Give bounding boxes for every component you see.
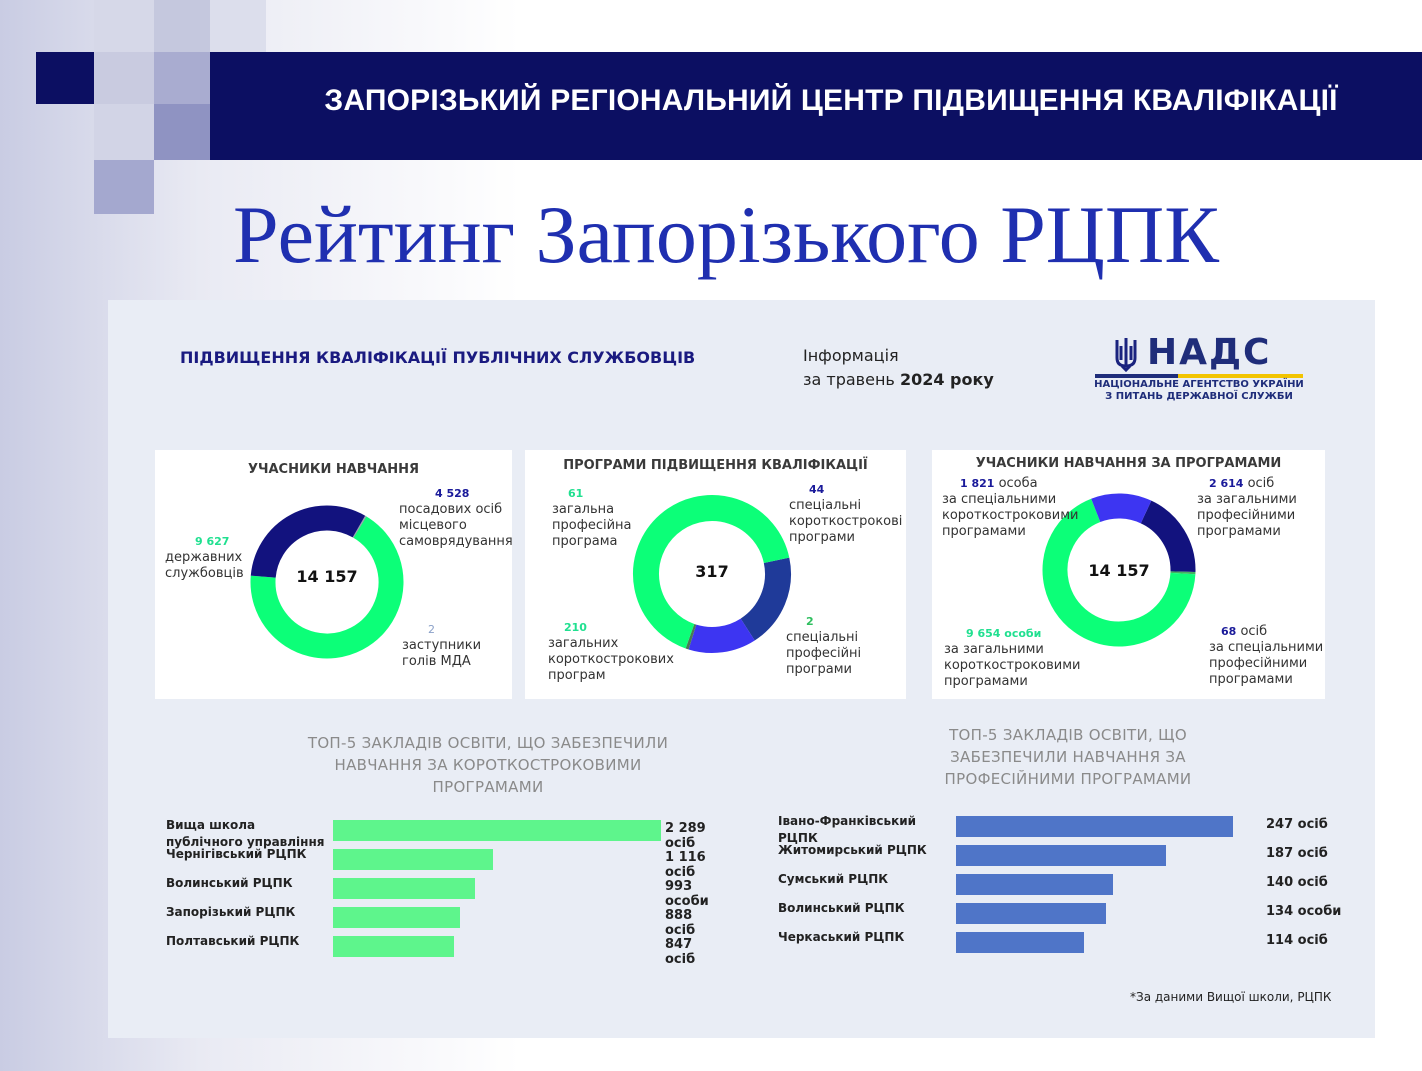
bar-section-title-short: ТОП-5 ЗАКЛАДІВ ОСВІТИ, ЩО ЗАБЕЗПЕЧИЛИ НАВЧАННЯ ЗА КОРОТКОСТРОКОВИМИ ПРОГРАМАМИ xyxy=(307,734,669,796)
banner-title: ЗАПОРІЗЬКИЙ РЕГІОНАЛЬНИЙ ЦЕНТР ПІДВИЩЕННЯ КВАЛІФІКАЦІЇ xyxy=(324,84,1338,117)
label-special-short: 44 спеціальні короткострокові програми xyxy=(789,483,903,545)
info-line1: Інформація xyxy=(803,346,899,365)
bar-value-label: 187 осіб xyxy=(1266,846,1328,861)
bar-category-label: Житомирський РЦПК xyxy=(778,843,927,857)
card-title: УЧАСНИКИ НАВЧАННЯ ЗА ПРОГРАМАМИ xyxy=(975,456,1282,471)
card-title: ПРОГРАМИ ПІДВИЩЕННЯ КВАЛІФІКАЦІЇ xyxy=(563,458,868,473)
label-general-professional-participants: 2 614 осіб за загальними професійними програмами xyxy=(1197,476,1297,539)
bar-category-label: Чернігівський РЦПК xyxy=(166,847,307,861)
bar-category-label: Івано-Франківський РЦПК xyxy=(778,814,917,845)
logo-name: НАДС xyxy=(1147,332,1272,373)
bar-value-label: 140 осіб xyxy=(1266,875,1328,890)
label-special-professional-participants: 68 осіб за спеціальними професійними програмами xyxy=(1209,624,1324,687)
bar-value-label: 993 особи xyxy=(665,879,709,909)
bar-value-label: 2 289 осіб xyxy=(665,821,706,851)
info-line2: за травень 2024 року xyxy=(803,370,994,389)
deco-square xyxy=(154,0,210,52)
bar-value-label: 1 116 осіб xyxy=(665,850,706,880)
infographic-panel xyxy=(108,300,1375,1038)
bar-category-label: Волинський РЦПК xyxy=(166,876,293,890)
deco-square xyxy=(210,0,266,52)
bar-value-label: 134 особи xyxy=(1266,904,1342,919)
bar-chart-professional xyxy=(108,300,1375,1038)
footnote: *За даними Вищої школи, РЦПК xyxy=(1130,990,1332,1004)
header-banner xyxy=(210,52,1422,160)
infographic-heading: ПІДВИЩЕННЯ КВАЛІФІКАЦІЇ ПУБЛІЧНИХ СЛУЖБОВЦІВ xyxy=(180,348,696,367)
label-special-short-participants: 1 821 особа за спеціальними короткостроковими програмами xyxy=(942,476,1079,539)
logo-subtitle-1: НАЦІОНАЛЬНЕ АГЕНТСТВО УКРАЇНИ xyxy=(1094,379,1304,390)
logo-subtitle-2: З ПИТАНЬ ДЕРЖАВНОЇ СЛУЖБИ xyxy=(1105,391,1293,402)
bar-category-label: Запорізький РЦПК xyxy=(166,905,296,919)
label-civil-servants: 9 627 державних службовців xyxy=(165,535,244,581)
page-title: Рейтинг Запорізького РЦПК xyxy=(233,189,1219,280)
bar-section-title-professional: ТОП-5 ЗАКЛАДІВ ОСВІТИ, ЩО ЗАБЕЗПЕЧИЛИ НАВЧАННЯ ЗА ПРОФЕСІЙНИМИ ПРОГРАМАМИ xyxy=(944,726,1192,788)
label-local-officials: 4 528 посадових осіб місцевого самоврядування xyxy=(399,487,513,549)
bar-category-label: Сумський РЦПК xyxy=(778,872,889,886)
deco-square xyxy=(36,52,94,104)
label-deputy-heads: 2 заступники голів МДА xyxy=(402,623,482,669)
bar-category-label: Черкаський РЦПК xyxy=(778,930,905,944)
bar-category-label: Полтавський РЦПК xyxy=(166,934,300,948)
bar xyxy=(956,845,1166,866)
bar-category-label: Вища школа публічного управління xyxy=(166,818,325,849)
bar xyxy=(956,903,1106,924)
deco-square xyxy=(94,104,154,160)
bar-value-label: 888 осіб xyxy=(665,908,696,938)
bar-value-label: 247 осіб xyxy=(1266,817,1328,832)
bar xyxy=(956,816,1233,837)
donut-total: 14 157 xyxy=(296,567,358,586)
bar-category-label: Волинський РЦПК xyxy=(778,901,905,915)
bar-value-label: 114 осіб xyxy=(1266,933,1328,948)
label-special-professional: 2 спеціальні професійні програми xyxy=(786,615,862,677)
label-general-short-participants: 9 654 особи за загальними короткостроковими програмами xyxy=(944,627,1081,689)
deco-square xyxy=(154,104,210,160)
donut-total: 14 157 xyxy=(1088,561,1150,580)
label-general-professional: 61 загальна професійна програма xyxy=(552,487,632,549)
bar-value-label: 847 осіб xyxy=(665,937,696,967)
deco-square xyxy=(154,52,210,104)
deco-square xyxy=(94,0,154,52)
label-general-short: 210 загальних короткострокових програм xyxy=(548,621,674,683)
card-title: УЧАСНИКИ НАВЧАННЯ xyxy=(247,462,420,477)
deco-square xyxy=(94,52,154,104)
donut-total: 317 xyxy=(695,562,729,581)
bar xyxy=(956,874,1113,895)
bar xyxy=(956,932,1084,953)
